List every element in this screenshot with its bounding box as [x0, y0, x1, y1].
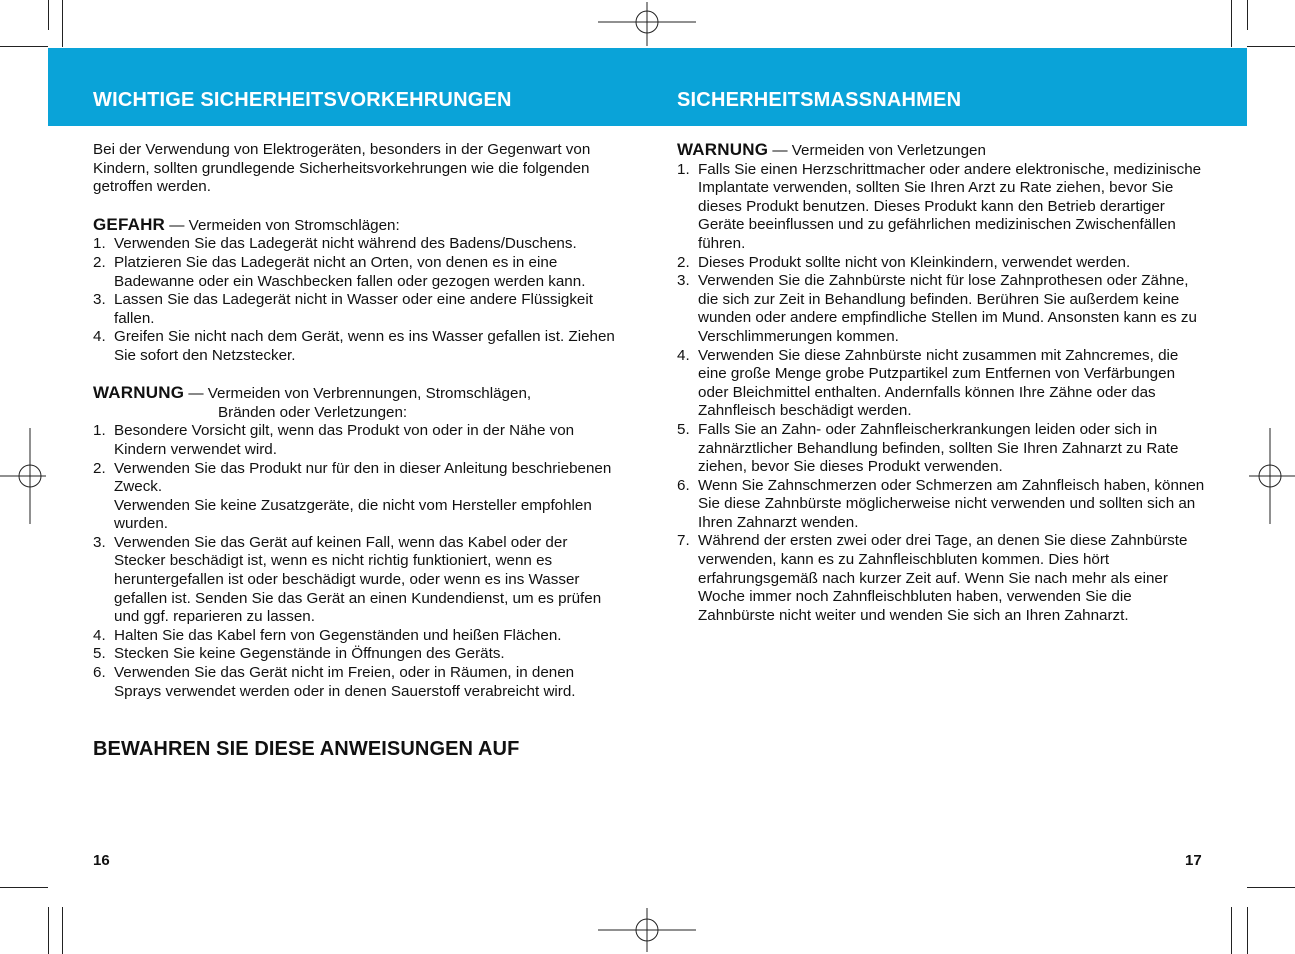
- warning-list: [93, 422, 623, 701]
- warning-text: — Vermeiden von Verbrennungen, Stromschlägen,: [184, 385, 532, 403]
- list-item: 1. Verwenden Sie das Ladegerät nicht während des Badens/Duschens.: [93, 235, 577, 253]
- right-column: [677, 141, 1207, 625]
- warning-heading: [93, 384, 623, 404]
- closing-heading: BEWAHREN SIE DIESE ANWEISUNGEN AUF: [93, 738, 520, 760]
- list-item: 2. Platzieren Sie das Ladegerät nicht an Orten, von denen es in eine Badewanne oder ein Waschbecken fallen oder gezogen werden kann.: [93, 253, 586, 290]
- danger-text: — Vermeiden von Stromschlägen:: [165, 216, 400, 234]
- crop-mark: [62, 907, 63, 954]
- crop-mark: [1247, 887, 1295, 888]
- crop-mark: [62, 0, 63, 47]
- list-item: 1. Falls Sie einen Herzschrittmacher oder andere elektronische, medizinische Implantate verwenden, sollten Sie Ihren Arzt zu Rate ziehen, bevor Sie dieses Produkt benutzen. Dieses Produkt kann den Betrieb derartiger Geräte beeinflussen und zu gefährlichen medizinischen Zwischenfällen führen.: [677, 160, 1202, 252]
- crop-mark: [1247, 0, 1248, 30]
- right-page-title: SICHERHEITSMASSNAHMEN: [677, 89, 962, 111]
- list-item: 3. Verwenden Sie das Gerät auf keinen Fall, wenn das Kabel oder der Stecker beschädigt ist, wenn es nicht richtig funktioniert, wenn es heruntergefallen ist oder beschädigt wurde, oder wenn es ins Wasser gefallen ist. Senden Sie das Gerät an einen Kundendienst, um es prüfen und ggf. reparieren zu lassen.: [93, 533, 602, 626]
- crop-mark: [1231, 0, 1232, 47]
- list-item: 6. Verwenden Sie das Gerät nicht im Freien, oder in Räumen, in denen Sprays verwendet werden oder in denen Sauerstoff verabreicht wird.: [93, 664, 576, 700]
- registration-mark-icon: [1249, 428, 1295, 524]
- header-banner: [48, 48, 1247, 126]
- warning-label: WARNUNG: [677, 140, 769, 159]
- list-item: 2. Verwenden Sie das Produkt nur für den in dieser Anleitung beschriebenen Zweck. Verwenden Sie keine Zusatzgeräte, die nicht vom Hersteller empfohlen wurden.: [93, 459, 612, 533]
- intro-paragraph: Bei der Verwendung von Elektrogeräten, besonders in der Gegenwart von Kindern, sollten grundlegende Sicherheitsvorkehrungen wie die folgenden getroffen werden.: [93, 141, 591, 196]
- crop-mark: [1247, 46, 1295, 47]
- warning-heading: [677, 141, 1207, 161]
- warning-label: WARNUNG: [93, 383, 185, 403]
- list-item: 4. Halten Sie das Kabel fern von Gegenständen und heißen Flächen.: [93, 626, 562, 644]
- registration-mark-icon: [598, 2, 696, 46]
- page-number-right: 17: [1185, 852, 1202, 869]
- registration-mark-icon: [0, 428, 46, 524]
- list-item: 4. Verwenden Sie diese Zahnbürste nicht zusammen mit Zahncremes, die eine große Menge grobe Putzpartikel zum Entfernen von Verfärbungen oder Bleichmittel enthalten. Andernfalls können Ihre Zähne oder das Zahnfleisch beschädigt werden.: [677, 346, 1179, 420]
- left-page-title: WICHTIGE SICHERHEITSVORKEHRUNGEN: [93, 89, 512, 111]
- list-item: 7. Während der ersten zwei oder drei Tage, an denen Sie diese Zahnbürste verwenden, kann es zu Zahnfleischbluten kommen. Dies hört erfahrungsgemäß nach kurzer Zeit auf. Wenn Sie nach mehr als einer Woche immer noch Zahnfleischbluten haben, verwenden Sie die Zahnbürste nicht weiter und wenden Sie sich an Ihren Zahnarzt.: [677, 532, 1188, 624]
- danger-heading: [93, 216, 623, 236]
- list-item: 6. Wenn Sie Zahnschmerzen oder Schmerzen am Zahnfleisch haben, können Sie diese Zahnbürste möglicherweise nicht verwenden und sollten sich an Ihren Zahnarzt wenden.: [677, 476, 1205, 531]
- warning-list: [677, 161, 1207, 626]
- danger-list: [93, 235, 623, 365]
- crop-mark: [48, 907, 49, 954]
- crop-mark: [48, 0, 49, 30]
- list-item: 1. Besondere Vorsicht gilt, wenn das Produkt von oder in der Nähe von Kindern verwendet wird.: [93, 422, 575, 458]
- crop-mark: [0, 887, 48, 888]
- list-item: 3. Verwenden Sie die Zahnbürste nicht für lose Zahnprothesen oder Zähne, die sich zur Zeit in Behandlung befinden. Berühren Sie außerdem keine wunden oder andere empfindliche Stellen im Mund. Ansonsten kann es zu Verschlimmerungen kommen.: [677, 272, 1197, 345]
- list-item: 3. Lassen Sie das Ladegerät nicht in Wasser oder eine andere Flüssigkeit fallen.: [93, 291, 593, 327]
- left-column: [93, 141, 623, 701]
- registration-mark-icon: [598, 908, 696, 952]
- list-item: 2. Dieses Produkt sollte nicht von Kleinkindern, verwendet werden.: [677, 253, 1131, 271]
- list-item: 5. Falls Sie an Zahn- oder Zahnfleischerkrankungen leiden oder sich in zahnärztlicher Behandlung befinden, sollten Sie Ihren Zahnarzt zu Rate ziehen, bevor Sie dieses Produkt verwenden.: [677, 420, 1179, 476]
- list-item: 4. Greifen Sie nicht nach dem Gerät, wenn es ins Wasser gefallen ist. Ziehen Sie sofort den Netzstecker.: [93, 328, 615, 364]
- list-item: 5. Stecken Sie keine Gegenstände in Öffnungen des Geräts.: [93, 645, 505, 663]
- warning-text: — Vermeiden von Verletzungen: [768, 142, 986, 159]
- crop-mark: [1247, 907, 1248, 954]
- crop-mark: [1231, 907, 1232, 954]
- page-number-left: 16: [93, 852, 110, 869]
- warning-text-cont: Bränden oder Verletzungen:: [218, 403, 408, 421]
- crop-mark: [0, 46, 48, 47]
- danger-label: GEFAHR: [93, 214, 166, 234]
